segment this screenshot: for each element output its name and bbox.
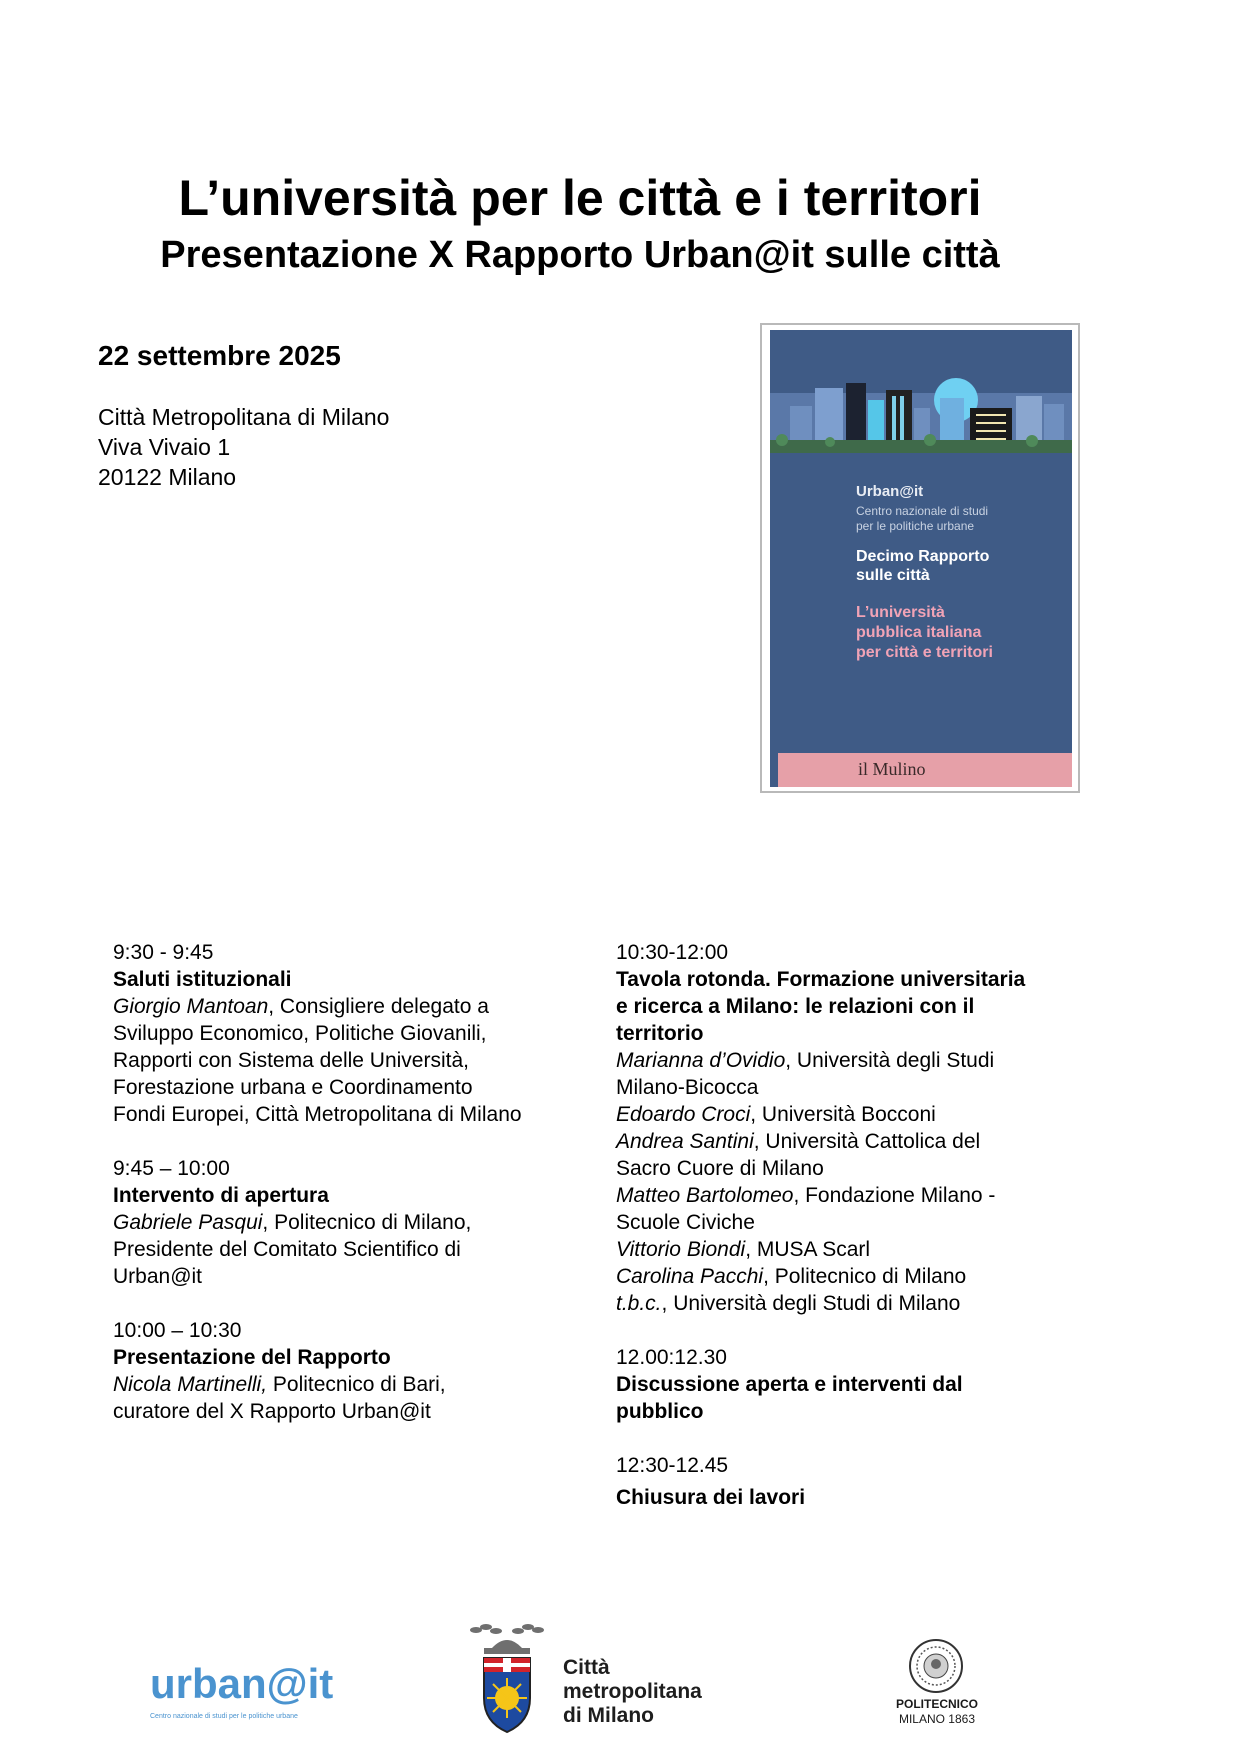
page-title: L’università per le città e i territori — [178, 170, 982, 226]
speaker-role: Sviluppo Economico, Politiche Giovanili, — [113, 1022, 487, 1045]
book-subtitle-line: per città e territori — [856, 644, 993, 661]
book-title — [856, 547, 989, 585]
session-title: e ricerca a Milano: le relazioni con il — [616, 995, 975, 1018]
session-title: Chiusura dei lavori — [616, 1486, 806, 1509]
book-publisher: il Mulino — [858, 759, 926, 779]
book-org-sub-line: Centro nazionale di studi — [856, 504, 989, 518]
session-title: Tavola rotonda. Formazione universitaria — [616, 968, 1026, 991]
session-time: 12:30-12.45 — [616, 1454, 729, 1477]
speaker-role: Milano-Bicocca — [616, 1076, 759, 1099]
session-time: 10:30-12:00 — [616, 941, 729, 964]
book-org-sub — [856, 504, 988, 534]
speaker-role: , Università Cattolica del — [753, 1130, 981, 1153]
panelist — [616, 1236, 1086, 1263]
venue-line: Viva Vivaio 1 — [98, 434, 231, 460]
speaker-name: Marianna d’Ovidio — [616, 1049, 786, 1072]
urbanit-logo: urban@it — [150, 1660, 334, 1707]
polimi-line: POLITECNICO — [895, 1697, 978, 1711]
speaker-role: Presidente del Comitato Scientifico di — [113, 1238, 461, 1261]
session-time: 9:45 – 10:00 — [113, 1157, 230, 1180]
speaker-name: Vittorio Biondi — [616, 1238, 746, 1261]
speaker-name: Carolina Pacchi — [616, 1265, 764, 1288]
session-title: Saluti istituzionali — [113, 968, 292, 991]
venue-line: 20122 Milano — [98, 464, 237, 490]
speaker-role: Urban@it — [113, 1265, 203, 1288]
speaker-name: Matteo Bartolomeo — [616, 1184, 794, 1207]
speaker-name: Edoardo Croci — [616, 1103, 751, 1126]
panelist — [616, 1101, 1086, 1128]
page-subtitle: Presentazione X Rapporto Urban@it sulle città — [160, 234, 1000, 276]
event-date: 22 settembre 2025 — [98, 340, 341, 371]
cmm-line: metropolitana — [563, 1680, 702, 1703]
cmm-line: Città — [563, 1656, 610, 1679]
session-time: 12.00:12.30 — [616, 1346, 727, 1369]
speaker-role: curatore del X Rapporto Urban@it — [113, 1400, 431, 1423]
speaker-name: Giorgio Mantoan — [113, 995, 269, 1018]
session-time: 9:30 - 9:45 — [113, 941, 214, 964]
program-left-column — [113, 939, 583, 1425]
session-speaker — [113, 1209, 583, 1236]
urbanit-logo-tagline: Centro nazionale di studi per le politiche urbane — [150, 1713, 298, 1720]
book-title-line: Decimo Rapporto — [856, 548, 990, 565]
session-title: Discussione aperta e interventi dal — [616, 1373, 963, 1396]
politecnico-logo-text — [887, 1697, 987, 1727]
speaker-role: Forestazione urbana e Coordinamento — [113, 1076, 473, 1099]
session-time: 10:00 – 10:30 — [113, 1319, 242, 1342]
session-title: Intervento di apertura — [113, 1184, 329, 1207]
speaker-name: t.b.c. — [616, 1292, 662, 1315]
speaker-role: , Politecnico di Milano — [763, 1265, 967, 1288]
panelist — [616, 1047, 1086, 1074]
speaker-role: Sacro Cuore di Milano — [616, 1157, 824, 1180]
session-title: pubblico — [616, 1400, 704, 1423]
book-spine-strip — [770, 753, 778, 787]
event-venue — [98, 402, 389, 492]
cmm-line: di Milano — [563, 1704, 654, 1727]
session-title: territorio — [616, 1022, 704, 1045]
polimi-line: MILANO 1863 — [898, 1712, 976, 1726]
speaker-role: Politecnico di Bari, — [267, 1373, 446, 1396]
speaker-role: , Università degli Studi — [785, 1049, 995, 1072]
session-speaker — [113, 1371, 583, 1398]
speaker-role: , Università degli Studi di Milano — [661, 1292, 961, 1315]
speaker-role: Scuole Civiche — [616, 1211, 755, 1234]
panelist — [616, 1182, 1086, 1209]
citta-metropolitana-logo-text — [563, 1656, 702, 1728]
book-cover — [770, 330, 1072, 787]
panelist — [616, 1128, 1086, 1155]
skyline-illustration — [770, 378, 1072, 453]
book-org: Urban@it — [856, 483, 924, 500]
panelist — [616, 1290, 1086, 1317]
speaker-name: Andrea Santini — [616, 1130, 754, 1153]
program-right-column — [616, 939, 1086, 1511]
book-org-sub-line: per le politiche urbane — [856, 519, 975, 533]
book-title-line: sulle città — [856, 567, 930, 584]
book-subtitle-line: L’università — [856, 604, 945, 621]
speaker-role: Fondi Europei, Città Metropolitana di Milano — [113, 1103, 522, 1126]
speaker-role: , Università Bocconi — [750, 1103, 936, 1126]
speaker-role: , MUSA Scarl — [745, 1238, 871, 1261]
venue-line: Città Metropolitana di Milano — [98, 404, 390, 430]
book-subtitle — [856, 603, 993, 663]
speaker-role: , Fondazione Milano - — [793, 1184, 996, 1207]
speaker-role: Rapporti con Sistema delle Università, — [113, 1049, 469, 1072]
session-title: Presentazione del Rapporto — [113, 1346, 391, 1369]
panelist — [616, 1263, 1086, 1290]
session-speaker — [113, 993, 583, 1020]
speaker-name: Gabriele Pasqui — [113, 1211, 263, 1234]
speaker-name: Nicola Martinelli, — [113, 1373, 268, 1396]
book-subtitle-line: pubblica italiana — [856, 624, 982, 641]
citta-metropolitana-crest-icon — [462, 1618, 552, 1736]
speaker-role: , Politecnico di Milano, — [262, 1211, 472, 1234]
speaker-role: , Consigliere delegato a — [268, 995, 489, 1018]
politecnico-seal-icon — [908, 1638, 964, 1694]
